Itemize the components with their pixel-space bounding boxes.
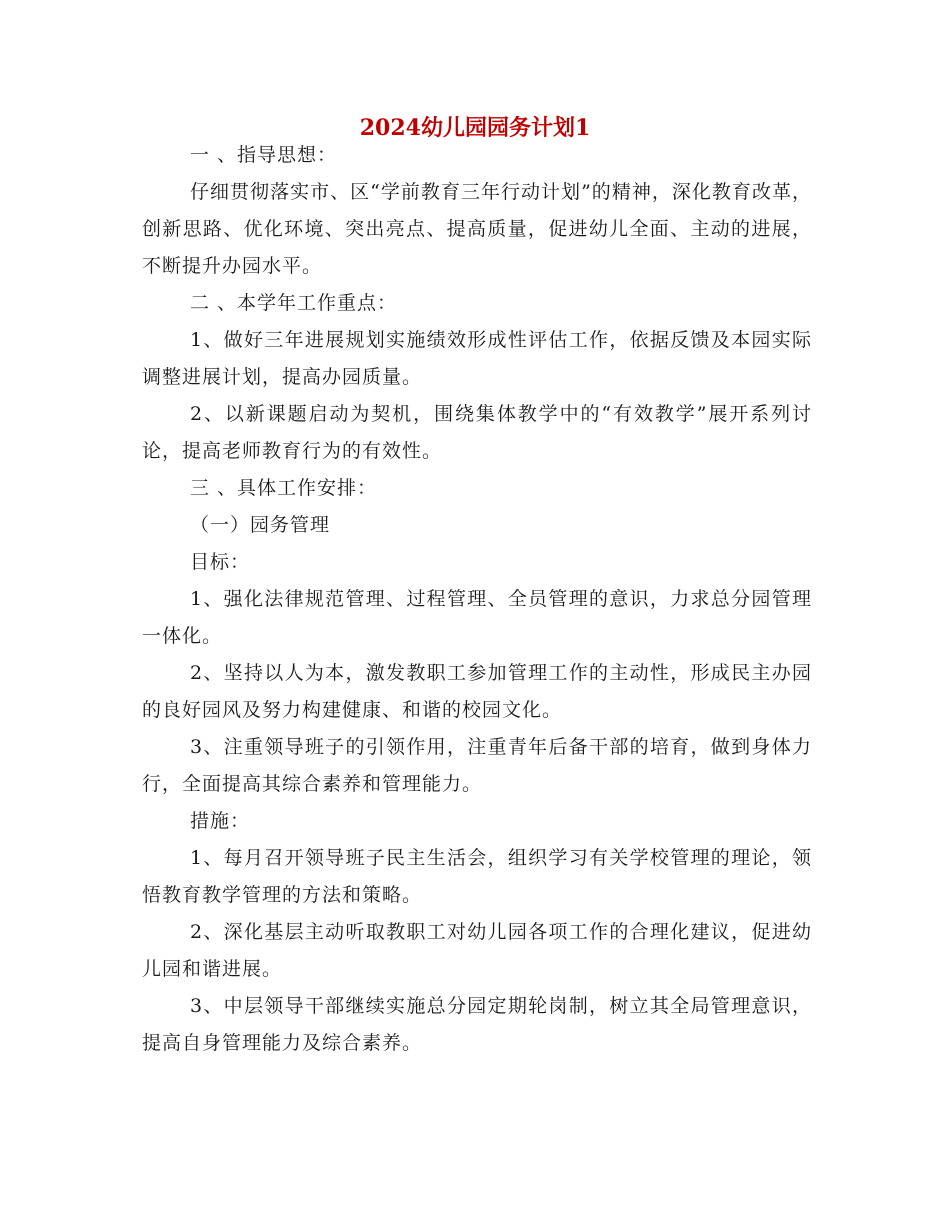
document-title: 2024幼儿园园务计划1 bbox=[359, 115, 591, 141]
paragraph: 三 、具体工作安排： bbox=[190, 477, 378, 499]
paragraph: 1、做好三年进展规划实施绩效形成性评估工作，依据反馈及本园实际调整进展计划，提高办园质量。 bbox=[142, 329, 812, 388]
paragraph: 3、注重领导班子的引领作用，注重青年后备干部的培育，做到身体力行，全面提高其综合素养和管理能力。 bbox=[142, 736, 812, 795]
paragraph: 2、坚持以人为本，激发教职工参加管理工作的主动性，形成民主办园的良好园风及努力构建健康、和谐的校园文化。 bbox=[142, 662, 812, 721]
paragraph: 1、每月召开领导班子民主生活会，组织学习有关学校管理的理论，领悟教育教学管理的方法和策略。 bbox=[142, 847, 812, 906]
paragraph: 1、强化法律规范管理、过程管理、全员管理的意识，力求总分园管理一体化。 bbox=[142, 588, 812, 647]
paragraph: （一）园务管理 bbox=[190, 514, 331, 536]
paragraph: 二 、本学年工作重点： bbox=[190, 292, 398, 314]
paragraph: 仔细贯彻落实市、区“学前教育三年行动计划”的精神，深化教育改革，创新思路、优化环境、突出亮点、提高质量，促进幼儿全面、主动的进展，不断提升办园水平。 bbox=[142, 181, 812, 277]
paragraph: 2、以新课题启动为契机，围绕集体教学中的“有效教学”展开系列讨论，提高老师教育行为的有效性。 bbox=[142, 403, 812, 462]
paragraph: 一 、指导思想： bbox=[190, 144, 338, 166]
paragraph: 2、深化基层主动听取教职工对幼儿园各项工作的合理化建议，促进幼儿园和谐进展。 bbox=[142, 921, 812, 980]
paragraph: 措施： bbox=[190, 810, 251, 832]
paragraph: 3、中层领导干部继续实施总分园定期轮岗制，树立其全局管理意识，提高自身管理能力及综合素养。 bbox=[142, 995, 812, 1054]
paragraph: 目标： bbox=[190, 551, 251, 573]
document-body bbox=[142, 137, 812, 1062]
